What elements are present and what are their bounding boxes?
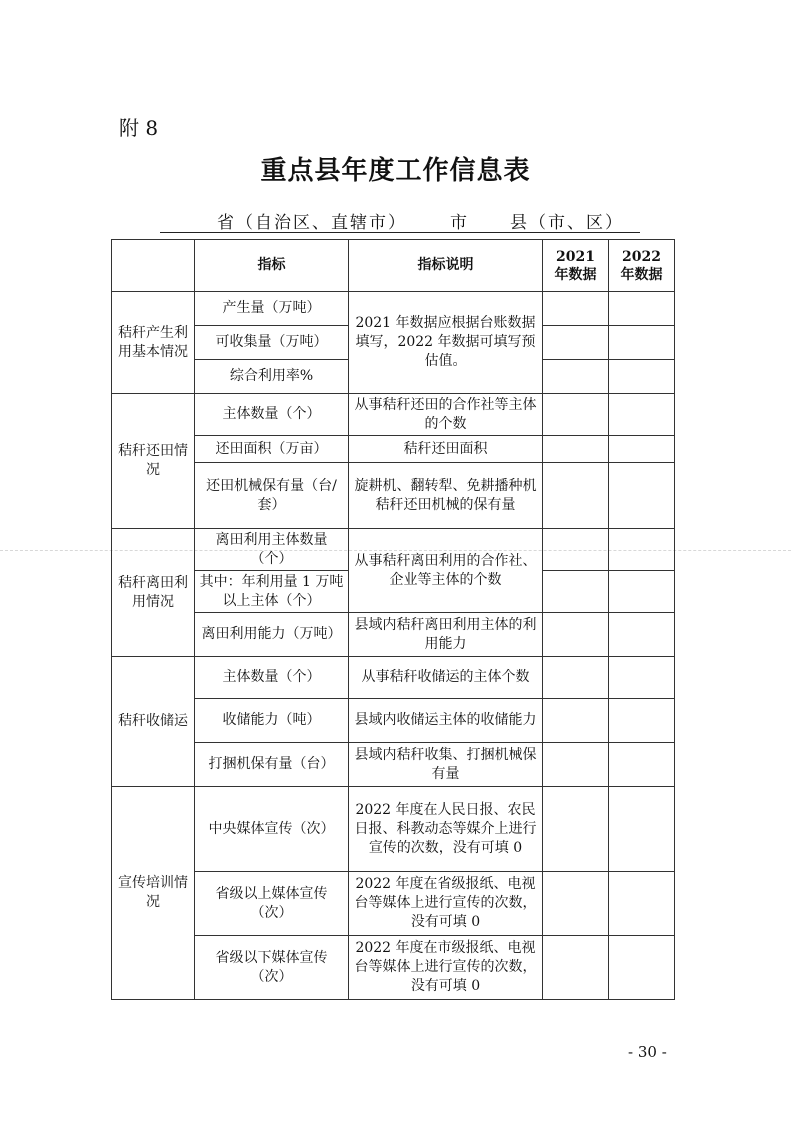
table-row (112, 936, 675, 1000)
data-cell-2022[interactable] (609, 571, 675, 613)
indicator-cell: 主体数量（个） (195, 657, 349, 699)
description-cell: 2022 年度在市级报纸、电视台等媒体上进行宣传的次数，没有可填 0 (349, 936, 543, 1000)
data-cell-2022[interactable] (609, 743, 675, 787)
table-row (112, 463, 675, 529)
table-row (112, 436, 675, 463)
indicator-cell: 中央媒体宣传（次） (195, 787, 349, 872)
data-cell-2022[interactable] (609, 529, 675, 571)
table-row (112, 292, 675, 326)
indicator-cell: 还田面积（万亩） (195, 436, 349, 463)
region-line (160, 208, 640, 233)
page-number: - 30 - (628, 1043, 667, 1061)
category-cell: 秸秆离田利用情况 (112, 529, 195, 657)
data-cell-2021[interactable] (543, 326, 609, 360)
indicator-cell: 打捆机保有量（台） (195, 743, 349, 787)
indicator-cell: 其中：年利用量 1 万吨以上主体（个） (195, 571, 349, 613)
data-cell-2022[interactable] (609, 613, 675, 657)
header-description: 指标说明 (349, 240, 543, 292)
data-cell-2022[interactable] (609, 787, 675, 872)
data-cell-2021[interactable] (543, 936, 609, 1000)
table-row (112, 743, 675, 787)
indicator-cell: 收储能力（吨） (195, 699, 349, 743)
header-indicator: 指标 (195, 240, 349, 292)
data-cell-2022[interactable] (609, 657, 675, 699)
data-cell-2022[interactable] (609, 292, 675, 326)
table-row (112, 872, 675, 936)
header-category (112, 240, 195, 292)
data-cell-2022[interactable] (609, 699, 675, 743)
data-cell-2022[interactable] (609, 394, 675, 436)
description-cell: 从事秸秆还田的合作社等主体的个数 (349, 394, 543, 436)
data-cell-2021[interactable] (543, 699, 609, 743)
data-cell-2022[interactable] (609, 463, 675, 529)
data-cell-2021[interactable] (543, 657, 609, 699)
data-cell-2021[interactable] (543, 529, 609, 571)
description-cell: 2022 年度在省级报纸、电视台等媒体上进行宣传的次数，没有可填 0 (349, 872, 543, 936)
data-cell-2021[interactable] (543, 463, 609, 529)
indicator-cell: 离田利用主体数量（个） (195, 529, 349, 571)
description-cell: 县域内秸秆收集、打捆机械保有量 (349, 743, 543, 787)
table-row (112, 529, 675, 571)
table-row (112, 613, 675, 657)
data-cell-2021[interactable] (543, 787, 609, 872)
description-cell: 2022 年度在人民日报、农民日报、科教动态等媒介上进行宣传的次数，没有可填 0 (349, 787, 543, 872)
indicator-cell: 主体数量（个） (195, 394, 349, 436)
data-cell-2021[interactable] (543, 872, 609, 936)
header-2022: 2022 年数据 (609, 240, 675, 292)
region-province: 省（自治区、直辖市） (217, 213, 407, 233)
region-city: 市 (450, 213, 469, 233)
appendix-label: 附 8 (119, 116, 159, 140)
data-cell-2022[interactable] (609, 872, 675, 936)
category-cell: 秸秆产生利用基本情况 (112, 292, 195, 394)
description-cell: 从事秸秆收储运的主体个数 (349, 657, 543, 699)
data-cell-2021[interactable] (543, 292, 609, 326)
description-cell: 旋耕机、翻转犁、免耕播种机秸秆还田机械的保有量 (349, 463, 543, 529)
description-cell: 秸秆还田面积 (349, 436, 543, 463)
page-title: 重点县年度工作信息表 (260, 156, 531, 186)
indicator-cell: 产生量（万吨） (195, 292, 349, 326)
description-cell: 从事秸秆离田利用的合作社、企业等主体的个数 (349, 529, 543, 613)
indicator-cell: 离田利用能力（万吨） (195, 613, 349, 657)
data-cell-2021[interactable] (543, 613, 609, 657)
table-row (112, 787, 675, 872)
indicator-cell: 还田机械保有量（台/套） (195, 463, 349, 529)
indicator-cell: 省级以上媒体宣传（次） (195, 872, 349, 936)
header-2021: 2021 年数据 (543, 240, 609, 292)
indicator-cell: 省级以下媒体宣传（次） (195, 936, 349, 1000)
table-row (112, 657, 675, 699)
data-cell-2021[interactable] (543, 436, 609, 463)
data-cell-2021[interactable] (543, 743, 609, 787)
table-header-row (112, 240, 675, 292)
data-cell-2022[interactable] (609, 436, 675, 463)
data-cell-2022[interactable] (609, 360, 675, 394)
category-cell: 秸秆还田情况 (112, 394, 195, 529)
info-table (111, 239, 675, 1000)
data-cell-2022[interactable] (609, 936, 675, 1000)
data-cell-2021[interactable] (543, 360, 609, 394)
description-cell: 县域内收储运主体的收储能力 (349, 699, 543, 743)
description-cell: 县域内秸秆离田利用主体的利用能力 (349, 613, 543, 657)
category-cell: 宣传培训情况 (112, 787, 195, 1000)
indicator-cell: 可收集量（万吨） (195, 326, 349, 360)
data-cell-2021[interactable] (543, 394, 609, 436)
category-cell: 秸秆收储运 (112, 657, 195, 787)
table-row (112, 699, 675, 743)
table-row (112, 394, 675, 436)
data-cell-2021[interactable] (543, 571, 609, 613)
region-county: 县（市、区） (510, 213, 624, 233)
description-cell: 2021 年数据应根据台账数据填写，2022 年数据可填写预估值。 (349, 292, 543, 394)
indicator-cell: 综合利用率% (195, 360, 349, 394)
data-cell-2022[interactable] (609, 326, 675, 360)
